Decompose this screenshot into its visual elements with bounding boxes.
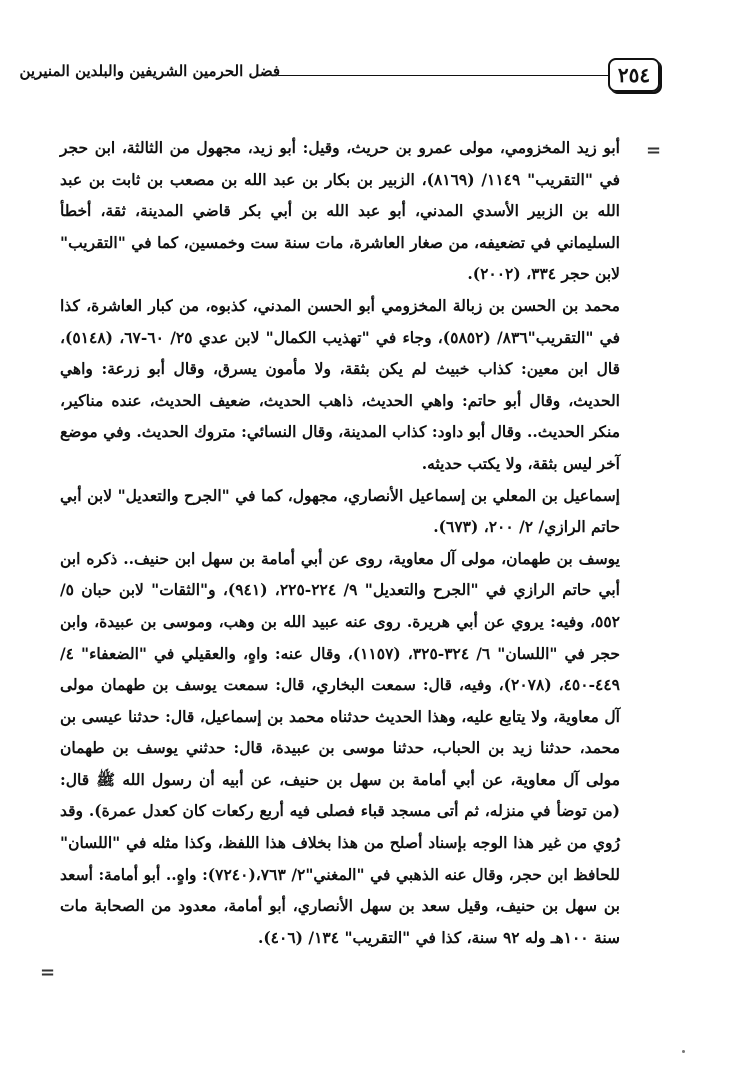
header-divider (278, 75, 608, 76)
page-header (0, 0, 750, 110)
paragraph: أبو زيد المخزومي، مولى عمرو بن حريث، وقيل: أبو زيد، مجهول من الثالثة، ابن حجر في "التقريب" ١١٤٩/ (٨١٦٩)، الزبير بن بكار بن عبد الله بن مصعب بن ثابت بن عبد الله بن الزبير الأسدي المدني، أبو عبد الله بن أبي بكر قاضي المدينة، ثقة، أخطأ السليماني في تضعيفه، من صغار العاشرة، مات سنة ست وخمسين، كما في "التقريب" لابن حجر ٣٣٤، (٢٠٠٢). (60, 138, 620, 284)
page-number: ٢٥٤ (608, 58, 660, 92)
paragraph: يوسف بن طهمان، مولى آل معاوية، روى عن أبي أمامة بن سهل ابن حنيف.. ذكره ابن أبي حاتم الرازي في "الجرح والتعديل" ٩/ ٢٢٤-٢٢٥، (٩٤١)، و"الثقات" لابن حبان ٥/ ٥٥٢، وفيه: يروي عن أبي هريرة. روى عنه عبيد الله بن وهب، وموسى بن عبيدة، وابن حجر في "اللسان" ٦/ ٣٢٤-٣٢٥، (١١٥٧)، وقال عنه: واهٍ، والعقيلي في "الضعفاء" ٤/ ٤٤٩-٤٥٠، (٢٠٧٨)، وفيه، قال: سمعت البخاري، قال: سمعت يوسف بن طهمان مولى آل معاوية، ولا يتابع عليه، وهذا الحديث حدثناه محمد بن إسماعيل، قال: حدثنا عيسى بن محمد، حدثنا زيد بن الحباب، حدثنا موسى بن عبيدة، قال: حدثني يوسف بن طهمان مولى آل معاوية، عن أبي أمامة بن سهل بن حنيف، عن أبيه أن رسول الله ﷺ قال: (من توضأ في منزله، ثم أتى مسجد قباء فصلى فيه أربع ركعات كان كعدل عمرة). وقد رُوي من غير هذا الوجه بإسناد أصلح من هذا بخلاف هذا اللفظ، وكذا مثله في "اللسان" للحافظ ابن حجر، وقال عنه الذهبي في "المغني"٢/ ٧٦٣،(٧٢٤٠): واهٍ.. أبو أمامة: أسعد بن سهل بن حنيف، وقيل سعد بن سهل الأنصاري، أبو أمامة، معدود من الصحابة مات سنة ١٠٠هـ وله ٩٢ سنة، كذا في "التقريب" ١٣٤/ (٤٠٦). (60, 548, 621, 947)
paragraph: محمد بن الحسن بن زبالة المخزومي أبو الحسن المدني، كذبوه، من كبار العاشرة، كذا في "التقريب"٨٣٦/ (٥٨٥٢)، وجاء في "تهذيب الكمال" لابن عدي ٢٥/ ٦٠-٦٧، (٥١٤٨)، قال ابن معين: كذاب خبيث لم يكن بثقة، ولا مأمون يسرق، وقال أبو زرعة: واهي الحديث، وقال أبو حاتم: واهي الحديث، ذاهب الحديث، ضعيف الحديث، عنده مناكير، منكر الحديث.. وقال أبو داود: كذاب المدينة، وقال النسائي: متروك الحديث. وفي موضع آخر ليس بثقة، ولا يكتب حديثه. (60, 295, 620, 473)
continuation-marker-top: = (646, 140, 662, 161)
scan-speck (682, 1050, 685, 1053)
footnote-text (60, 132, 620, 953)
continuation-marker-bottom: = (40, 962, 56, 983)
paragraph: إسماعيل بن المعلي بن إسماعيل الأنصاري، مجهول، كما في "الجرح والتعديل" لابن أبي حاتم الرازي/ ٢/ ٢٠٠، (٦٧٣). (60, 485, 620, 537)
running-title: فضل الحرمين الشريفين والبلدين المنيرين (19, 62, 280, 80)
